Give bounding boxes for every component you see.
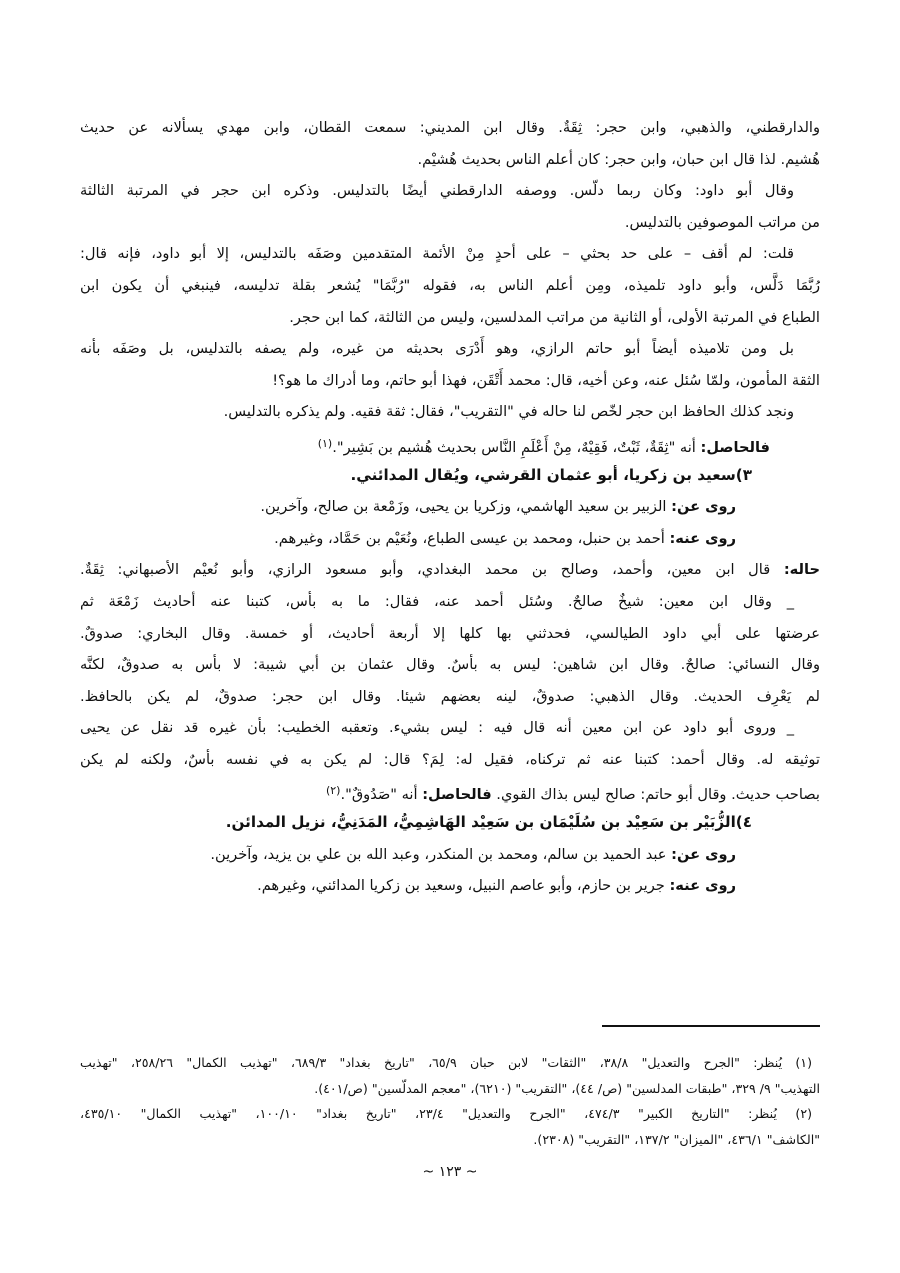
footnote-line: (٢) يُنظر: "التاريخ الكبير" ٤٧٤/٣، "الجرح والتعديل" ٢٣/٤، "تاريخ بغداد" ١٠٠/١٠، "تهذيب الكمال" ٤٣٥/١٠، bbox=[80, 1106, 812, 1121]
page-number: ~ ١٢٣ ~ bbox=[422, 1164, 478, 1180]
narrated-from-line bbox=[80, 491, 820, 523]
body-line: لم يَعْرِف الحديث. وقال الذهبي: صدوقٌ، لينه بعضهم شيئا. وقال ابن حجر: صدوقٌ، لم يكن بالحافظ. bbox=[80, 687, 820, 705]
conclusion-line bbox=[80, 775, 820, 807]
footnotes bbox=[80, 1050, 820, 1152]
narrators-label: روى عنه: bbox=[669, 529, 736, 547]
body-line: قلت: لم أقف – على حد بحثي – على أحدٍ مِنْ الأئمة المتقدمين وصَفَه بالتدليس، إلا أبو داود، فإنه قال: bbox=[80, 245, 794, 263]
body-line: توثيقه له. وقال أحمد: كتبنا عنه ثم تركناه، فقيل له: لِمَ؟ قال: لم يكن به في نفسه بأسٌ، ولكنه لم يكن bbox=[80, 750, 820, 768]
narrators-label: روى عنه: bbox=[669, 877, 736, 895]
conclusion-text: أنه "صَدُوقٌ". bbox=[340, 786, 423, 804]
footnote-line: التهذيب" ٩/ ٣٢٩، "طبقات المدلسين" (ص/ ٤٤)، "التقريب" (٦٢١٠)، "معجم المدلّسين" (ص/٤٠١). bbox=[314, 1080, 820, 1096]
narrated-from-text: عبد الحميد بن سالم، ومحمد بن المنكدر، وعبد الله بن علي بن يزيد، وآخرين. bbox=[210, 845, 672, 863]
body-line: هُشيم. لذا قال ابن حبان، وابن حجر: كان أعلم الناس بحديث هُشيْم. bbox=[417, 150, 820, 168]
conclusion-text: أنه "ثِقَةٌ، ثَبْتٌ، فَقِيْهٌ، مِنْ أَعْلَمِ النَّاس بحديث هُشيم بن بَشِير". bbox=[332, 438, 701, 456]
narrators-line bbox=[80, 870, 820, 902]
narrators-text: جرير بن حازم، وأبو عاصم النبيل، وسعيد بن زكريا المدائني، وغيرهم. bbox=[257, 877, 670, 895]
entry-heading: ٣)سعيد بن زكريا، أبو عثمان القرشي، ويُقال المدائني. bbox=[350, 465, 752, 484]
narrators-text: أحمد بن حنبل، ومحمد بن عيسى الطباع، ونُعَيْم بن حَمَّاد، وغيرهم. bbox=[274, 529, 670, 547]
body-text: بصاحب حديث. وقال أبو حاتم: صالح ليس بذاك القوي. bbox=[491, 786, 820, 804]
entry-heading: ٤)الزُّبَيْر بن سَعِيْد بن سُلَيْمَان بن سَعِيْد الهَاشِمِيُّ، المَدَنِيُّ، نزيل المدائن. bbox=[225, 813, 752, 832]
page-body bbox=[80, 112, 820, 902]
body-line: _ وقال ابن معين: شيخٌ صالحٌ. وسُئل أحمد عنه، فقال: ما به بأس، كتبنا عنه أحاديث زَمْعَة ثم bbox=[80, 592, 794, 610]
body-line: من مراتب الموصوفين بالتدليس. bbox=[624, 213, 820, 231]
narrated-from-text: الزبير بن سعيد الهاشمي، وزكريا بن يحيى، وزَمْعة بن صالح، وآخرين. bbox=[260, 498, 672, 516]
narrators-line bbox=[80, 523, 820, 555]
narrated-from-line bbox=[80, 839, 820, 871]
body-line: ونجد كذلك الحافظ ابن حجر لخّص لنا حاله في "التقريب"، فقال: ثقة فقيه. ولم يذكره بالتدليس. bbox=[223, 403, 794, 421]
footnote-ref: (١) bbox=[317, 436, 333, 450]
body-line: رُبَّمَا دَلَّس، وأبو داود تلميذه، ومِن أعلم الناس به، فقوله "رُبَّمَا" يُشعر بقلة تدليسه، فينبغي أن يكون ابن bbox=[80, 276, 820, 294]
narrated-from-label: روى عن: bbox=[671, 498, 736, 516]
footnote-separator bbox=[602, 1025, 820, 1027]
status-line bbox=[80, 554, 820, 586]
body-line: وقال النسائي: صالحٌ. وقال ابن شاهين: ليس به بأسٌ. وقال عثمان بن أبي شيبة: لا بأس به صدوقٌ، لكنَّه bbox=[80, 656, 820, 674]
body-line: عرضتها على أبي داود الطيالسي، فحدثني بها كلها إلا أربعة أحاديث، أو خمسة. وقال البخاري: صدوقٌ. bbox=[80, 624, 820, 642]
body-line: الثقة المأمون، ولمّا سُئل عنه، وعن أخيه، قال: محمد أَتْقَن، فهذا أبو حاتم، وما أدراك ما هو؟! bbox=[272, 371, 820, 389]
body-line: بل ومن تلاميذه أيضاً أبو حاتم الرازي، وهو أَدْرَى بحديثه من غيره، ولم يصفه بالتدليس، بل وصَفَه بأنه bbox=[80, 340, 794, 358]
footnote-line: "الكاشف" ٤٣٦/١، "الميزان" ١٣٧/٢، "التقريب" (٢٣٠٨). bbox=[533, 1131, 820, 1147]
conclusion-label: فالحاصل: bbox=[422, 786, 492, 804]
body-line: الطباع في المرتبة الأولى، أو الثانية من مراتب المدلسين، وليس من الثالثة، كما ابن حجر. bbox=[289, 308, 820, 326]
status-text: قال ابن معين، وأحمد، وصالح بن محمد البغدادي، وأبو مسعود الرازي، وأبو نُعيْم الأصبهاني: ثِقَةٌ. bbox=[80, 561, 784, 579]
body-line: والدارقطني، والذهبي، وابن حجر: ثِقَةٌ. وقال ابن المديني: سمعت القطان، وابن مهدي يسألانه عن حديث bbox=[80, 119, 820, 136]
narrated-from-label: روى عن: bbox=[671, 845, 736, 863]
conclusion-label: فالحاصل: bbox=[700, 438, 770, 456]
body-line: وقال أبو داود: وكان ربما دلّس. ووصفه الدارقطني أيضًا بالتدليس. وذكره ابن حجر في المرتبة الثالثة bbox=[80, 182, 794, 200]
status-label: حاله: bbox=[783, 561, 820, 579]
conclusion-line bbox=[80, 428, 820, 460]
body-line: _ وروى أبو داود عن ابن معين أنه قال فيه : ليس بشيء. وتعقبه الخطيب: بأن غيره قد نقل عن يحيى bbox=[80, 719, 794, 737]
footnote-ref: (٢) bbox=[325, 784, 341, 798]
footnote-line: (١) يُنظر: "الجرح والتعديل" ٣٨/٨، "الثقات" لابن حبان ٦٥/٩، "تاريخ بغداد" ٦٨٩/٣، "تهذيب الكمال" ٢٥٨/٢٦، "تهذيب bbox=[80, 1055, 812, 1070]
